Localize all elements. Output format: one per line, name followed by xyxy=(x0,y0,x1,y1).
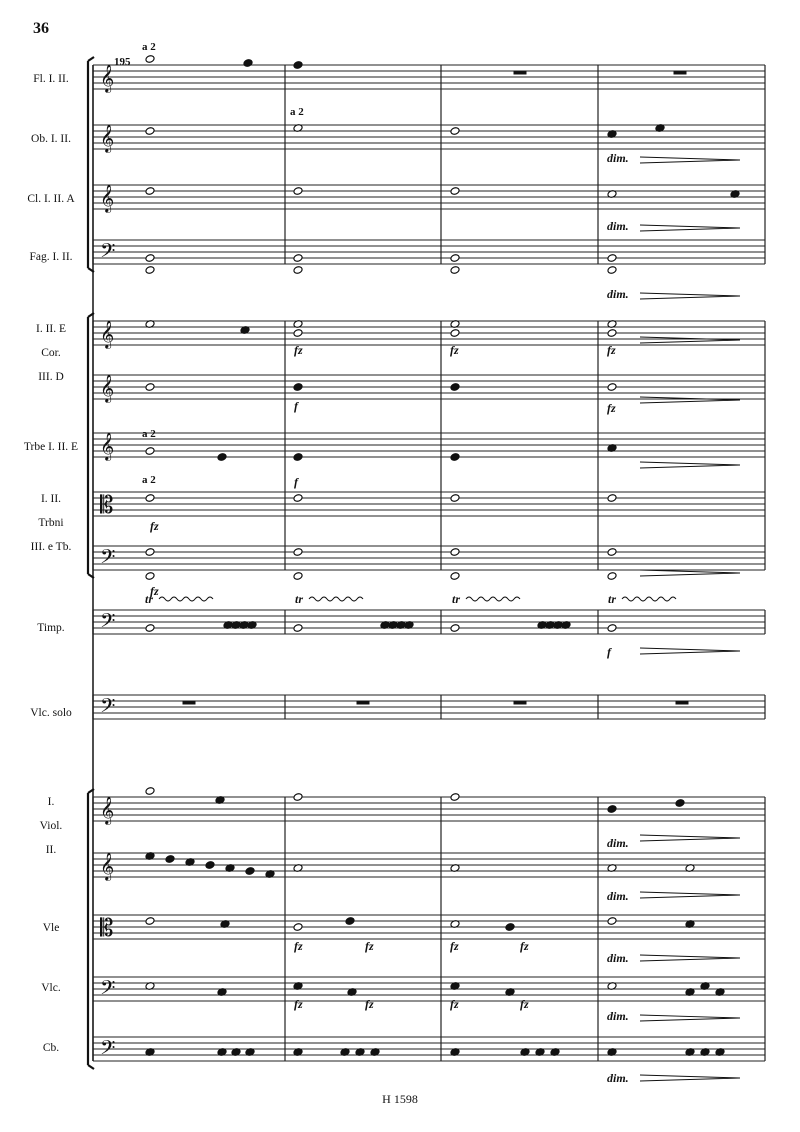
fz-marking: fz xyxy=(450,997,459,1011)
a2-marking: a 2 xyxy=(142,41,156,53)
staff-cb xyxy=(93,1036,765,1064)
staff-label-fag: Fag. I. II. xyxy=(29,251,73,263)
note-head xyxy=(145,187,155,196)
note-head xyxy=(145,787,155,796)
catalog-number: H 1598 xyxy=(382,1092,418,1106)
staff-label-cor: I. II. E Cor. III. D xyxy=(35,323,66,383)
fz-marking: fz xyxy=(520,997,529,1011)
staff-label-cb: Cb. xyxy=(42,1042,60,1054)
staff-vle xyxy=(93,914,765,942)
note-head xyxy=(450,494,460,503)
note-head xyxy=(505,923,515,932)
whole-rest xyxy=(674,71,686,74)
note-head xyxy=(145,447,155,456)
staff-viol1 xyxy=(93,796,765,825)
note-head xyxy=(217,453,227,462)
note-head xyxy=(293,329,303,338)
note-head xyxy=(450,254,460,263)
dim-marking: dim. xyxy=(607,287,629,301)
clef-icon: 𝄞 xyxy=(100,852,115,880)
note-head xyxy=(293,61,303,70)
note-head xyxy=(450,453,460,462)
note-head xyxy=(293,572,303,581)
staff-label-timp: Timp. xyxy=(37,622,65,634)
clef-icon: 𝄢 xyxy=(100,609,116,637)
note-head xyxy=(450,383,460,392)
note-head xyxy=(450,329,460,338)
note-head xyxy=(607,383,617,392)
a2-marking: a 2 xyxy=(142,474,156,486)
a2-marking: a 2 xyxy=(290,106,304,118)
a2-marking: a 2 xyxy=(142,428,156,440)
diminuendo-hairpin xyxy=(640,1075,740,1081)
note-head xyxy=(450,187,460,196)
trill-line xyxy=(622,597,676,601)
clef-icon: 𝄢 xyxy=(100,239,116,267)
note-head xyxy=(293,923,303,932)
staff-lines xyxy=(93,64,765,1064)
staff-trbni2 xyxy=(93,545,765,573)
fz-marking: fz xyxy=(607,343,616,357)
note-head xyxy=(607,572,617,581)
staff-label-cl: Cl. I. II. A xyxy=(27,193,75,205)
clef-icon: 𝄢 xyxy=(100,976,116,1004)
note-head xyxy=(450,548,460,557)
whole-rest xyxy=(514,701,526,704)
notes xyxy=(145,55,740,1057)
trill-marking: tr xyxy=(452,592,461,606)
note-head xyxy=(607,805,617,814)
clef-icon: 𝄢 xyxy=(100,694,116,722)
trill-line xyxy=(309,597,363,601)
clef-icon: 𝄞 xyxy=(100,64,115,92)
diminuendo-hairpin xyxy=(640,892,740,898)
staff-viol2 xyxy=(93,852,765,881)
note-head xyxy=(293,624,303,633)
note-head xyxy=(145,266,155,275)
staff-label-ob: Ob. I. II. xyxy=(31,133,71,145)
clef-icon: 𝄞 xyxy=(100,796,115,824)
staff-label-fl: Fl. I. II. xyxy=(33,73,69,85)
fz-marking: fz xyxy=(450,939,459,953)
markings xyxy=(114,41,740,1085)
trill-marking: tr xyxy=(608,592,617,606)
diminuendo-hairpin xyxy=(640,337,740,343)
note-head xyxy=(293,187,303,196)
fz-marking: fz xyxy=(607,401,616,415)
note-head xyxy=(205,861,215,870)
note-head xyxy=(675,799,685,808)
whole-rest xyxy=(357,701,369,704)
staff-vlcsolo xyxy=(93,694,765,722)
whole-rest xyxy=(676,701,688,704)
clef-icon: 𝄞 xyxy=(100,184,115,212)
staff-cor1 xyxy=(93,320,765,349)
clef-icon: 𝄞 xyxy=(100,320,115,348)
clef-icon: 𝄡 xyxy=(100,914,114,942)
note-head xyxy=(450,127,460,136)
forte-marking: f xyxy=(607,645,611,659)
staff-fag xyxy=(93,239,765,267)
note-head xyxy=(293,453,303,462)
note-head xyxy=(145,572,155,581)
whole-rest xyxy=(183,701,195,704)
clef-icon: 𝄞 xyxy=(100,432,115,460)
staff-cl xyxy=(93,184,765,213)
forte-marking: f xyxy=(294,475,298,489)
dim-marking: dim. xyxy=(607,951,629,965)
note-head xyxy=(607,329,617,338)
forte-marking: f xyxy=(294,399,298,413)
staff-trbe xyxy=(93,432,765,461)
staff-label-trbe: Trbe I. II. E xyxy=(23,441,79,453)
staff-label-trbni: I. II. Trbni III. e Tb. xyxy=(30,493,72,553)
dim-marking: dim. xyxy=(607,1071,629,1085)
note-head xyxy=(607,624,617,633)
dim-marking: dim. xyxy=(607,836,629,850)
note-head xyxy=(293,793,303,802)
fz-marking: fz xyxy=(150,519,159,533)
note-head xyxy=(450,793,460,802)
fz-marking: fz xyxy=(150,584,159,598)
trill-line xyxy=(466,597,520,601)
staff-trbni1 xyxy=(93,491,765,519)
note-head xyxy=(293,494,303,503)
staff-vlc xyxy=(93,976,765,1004)
dim-marking: dim. xyxy=(607,889,629,903)
note-head xyxy=(145,624,155,633)
diminuendo-hairpin xyxy=(640,1015,740,1021)
clef-icon: 𝄡 xyxy=(100,491,114,519)
note-head xyxy=(293,266,303,275)
staff-timp xyxy=(93,609,765,637)
fz-marking: fz xyxy=(294,343,303,357)
diminuendo-hairpin xyxy=(640,570,740,576)
note-head xyxy=(245,867,255,876)
note-head xyxy=(345,917,355,926)
note-head xyxy=(145,917,155,926)
note-head xyxy=(165,855,175,864)
note-head xyxy=(450,572,460,581)
fz-marking: fz xyxy=(294,997,303,1011)
diminuendo-hairpin xyxy=(640,462,740,468)
note-head xyxy=(450,266,460,275)
diminuendo-hairpin xyxy=(640,955,740,961)
diminuendo-hairpin xyxy=(640,225,740,231)
note-head xyxy=(145,254,155,263)
fz-marking: fz xyxy=(365,939,374,953)
note-head xyxy=(243,59,253,68)
trill-marking: tr xyxy=(295,592,304,606)
note-head xyxy=(293,548,303,557)
note-head xyxy=(145,55,155,64)
diminuendo-hairpin xyxy=(640,157,740,163)
note-head xyxy=(607,494,617,503)
page-number: 36 xyxy=(33,20,49,37)
clef-icon: 𝄞 xyxy=(100,374,115,402)
clef-icon: 𝄢 xyxy=(100,545,116,573)
rehearsal-mark: 195 xyxy=(114,56,131,68)
note-head xyxy=(293,383,303,392)
fz-marking: fz xyxy=(520,939,529,953)
whole-rest xyxy=(514,71,526,74)
note-head xyxy=(607,548,617,557)
staff-label-vlcsolo: Vlc. solo xyxy=(30,707,72,719)
diminuendo-hairpin xyxy=(640,293,740,299)
clef-icon: 𝄢 xyxy=(100,1036,116,1064)
fz-marking: fz xyxy=(450,343,459,357)
note-head xyxy=(450,624,460,633)
diminuendo-hairpin xyxy=(640,648,740,654)
note-head xyxy=(293,254,303,263)
staff-cor2 xyxy=(93,374,765,403)
staff-label-viol: I. Viol. II. xyxy=(39,796,63,856)
diminuendo-hairpin xyxy=(640,397,740,403)
dim-marking: dim. xyxy=(607,151,629,165)
note-head xyxy=(145,383,155,392)
clef-icon: 𝄞 xyxy=(100,124,115,152)
dim-marking: dim. xyxy=(607,1009,629,1023)
dim-marking: dim. xyxy=(607,219,629,233)
staff-fl xyxy=(93,64,765,93)
note-head xyxy=(607,266,617,275)
trill-line xyxy=(159,597,213,601)
note-head xyxy=(145,127,155,136)
staff-label-vle: Vle xyxy=(42,922,60,934)
fz-marking: fz xyxy=(294,939,303,953)
note-head xyxy=(145,494,155,503)
trill-marking: tr xyxy=(145,592,154,606)
note-head xyxy=(607,917,617,926)
diminuendo-hairpin xyxy=(640,835,740,841)
note-head xyxy=(145,548,155,557)
note-head xyxy=(607,254,617,263)
staff-label-vlc: Vlc. xyxy=(41,982,61,994)
fz-marking: fz xyxy=(365,997,374,1011)
